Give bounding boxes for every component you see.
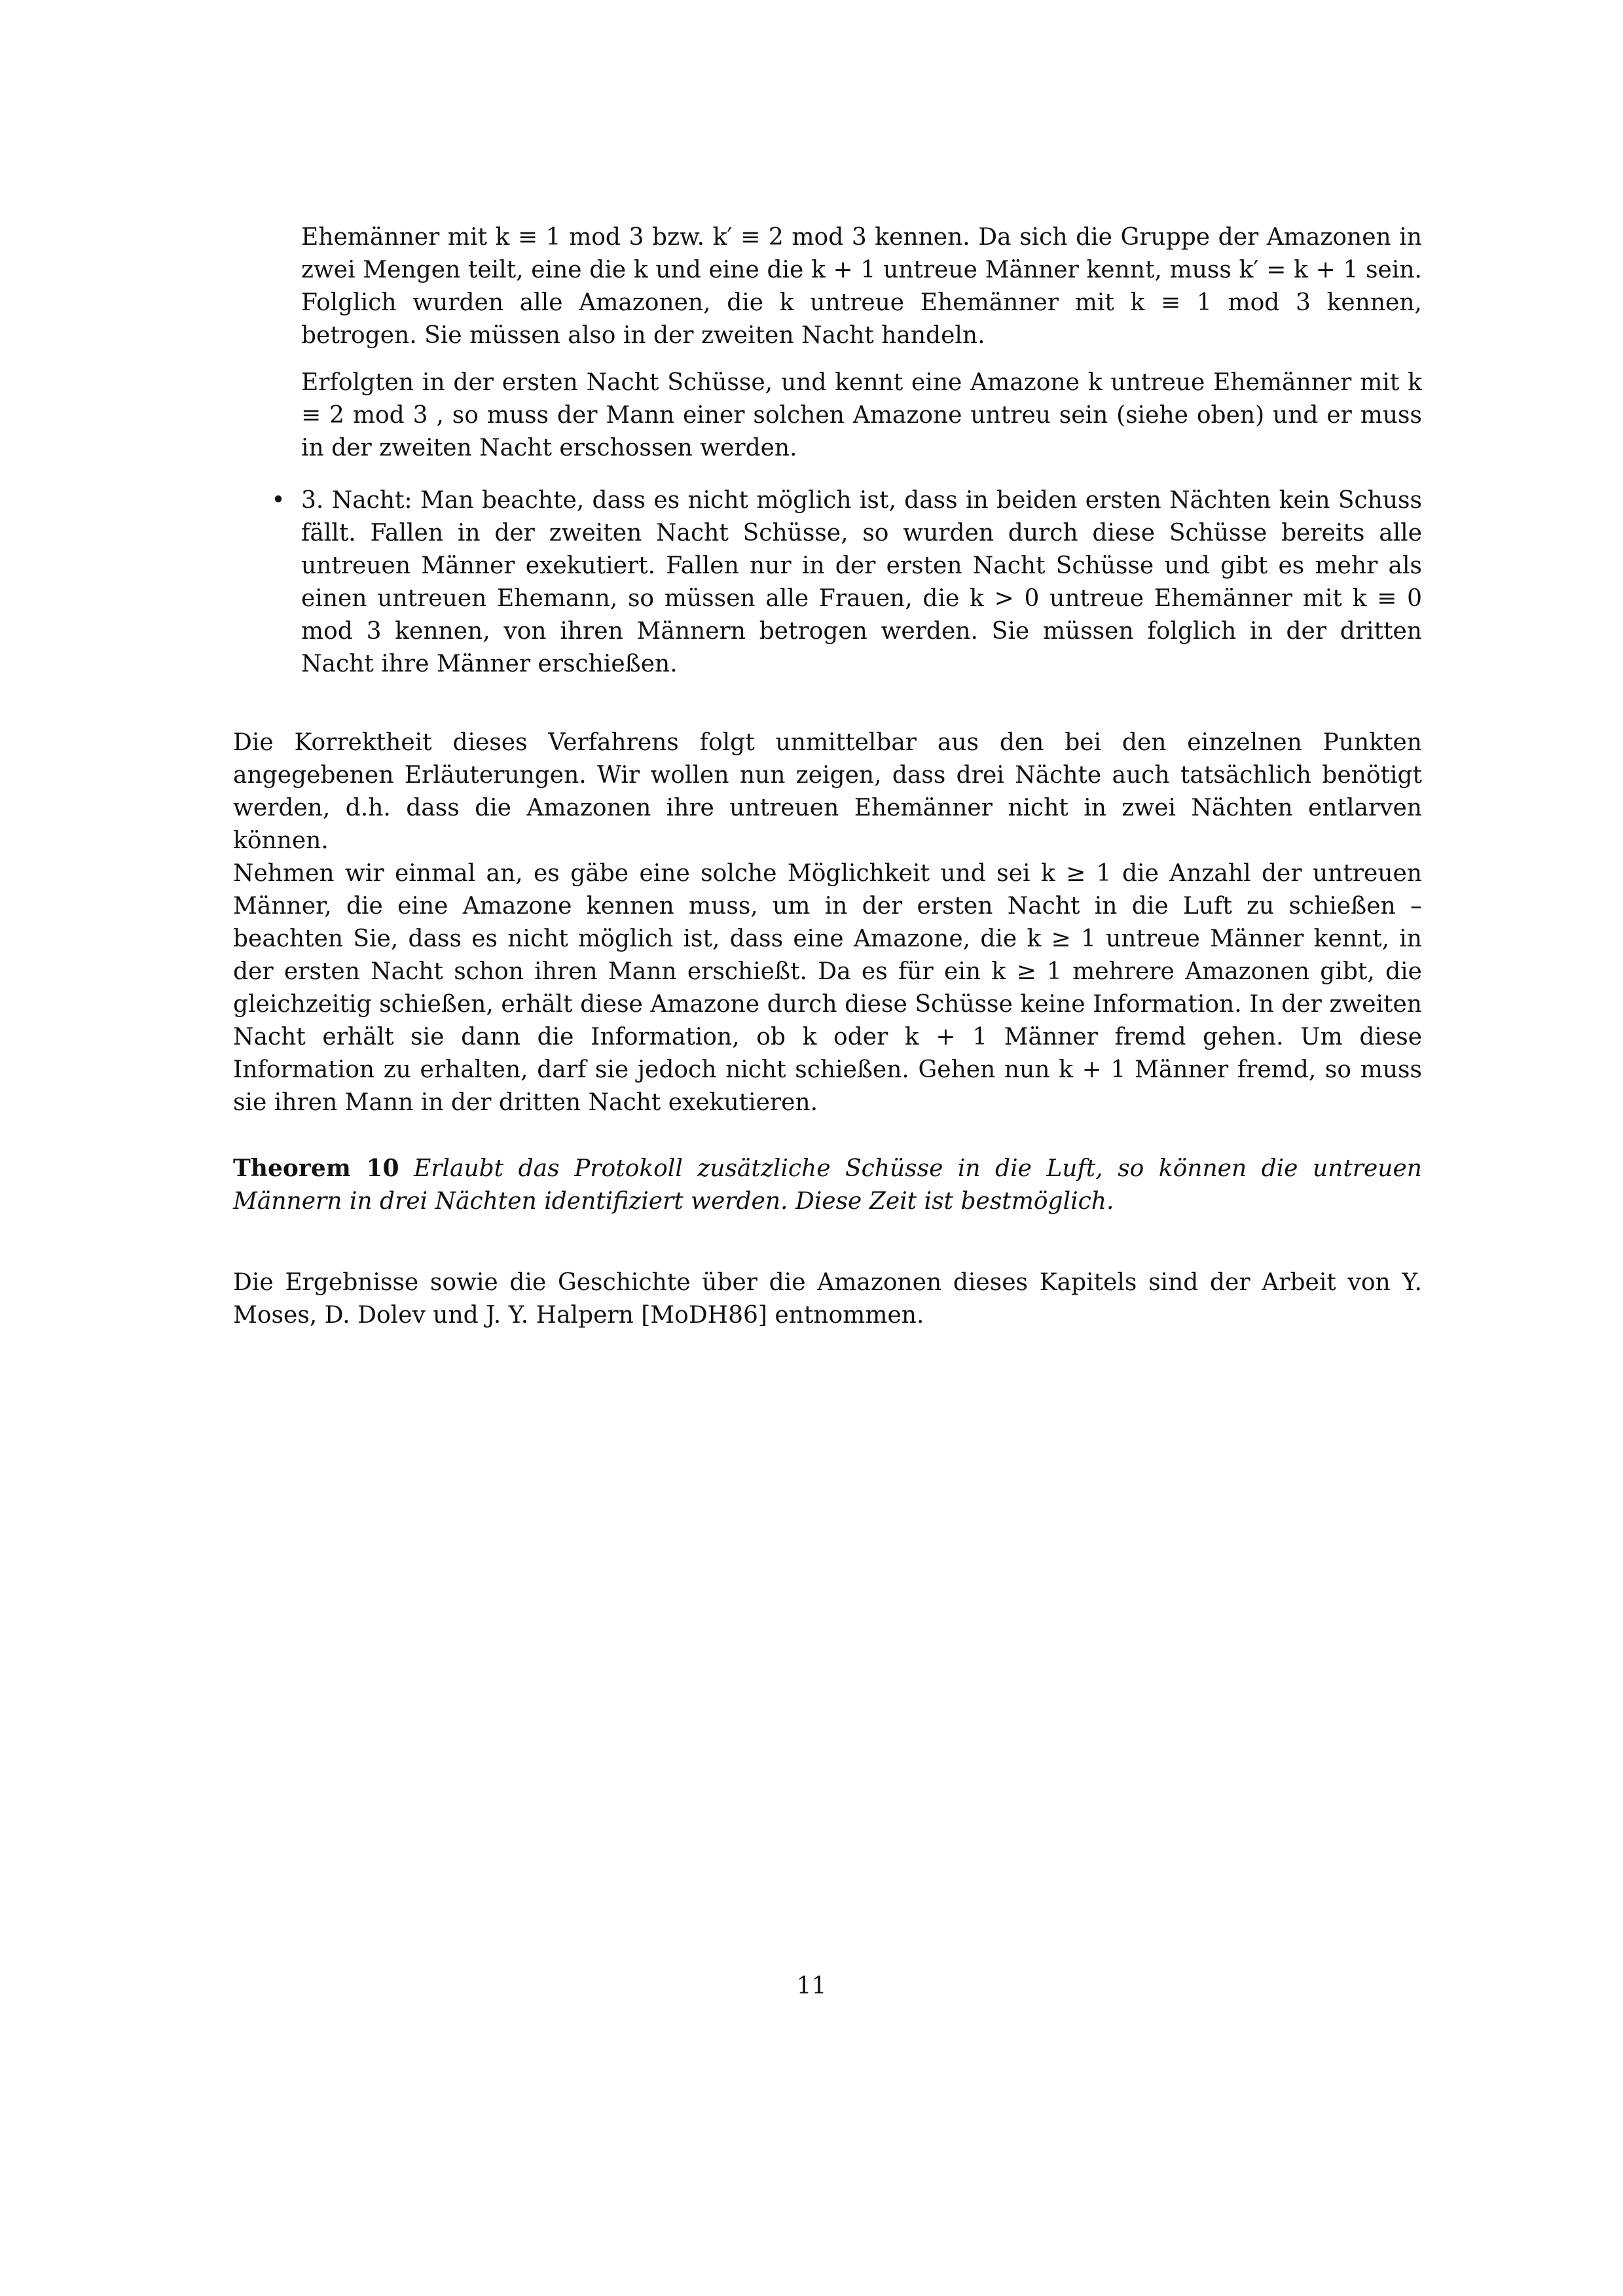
body-paragraph: Die Korrektheit dieses Verfahrens folgt unmittelbar aus den bei den einzelnen Punkten angegebenen Erläuterungen. Wir wollen nun zeigen, dass drei Nächte auch tatsächlich benötigt werden, d.h. dass die Amazonen ihre untreuen Ehemänner nicht in zwei Nächten entlarven können. [233,729,1422,854]
page-number: 11 [796,1973,827,2000]
continuation-paragraph: Erfolgten in der ersten Nacht Schüsse, und kennt eine Amazone k untreue Ehemänner mit k ≡ 2 mod 3 , so muss der Mann einer solchen Amazone untreu sein (siehe oben) und er muss in der zweiten Nacht erschossen werden. [301,369,1422,461]
source-paragraph: Die Ergebnisse sowie die Geschichte über die Amazonen dieses Kapitels sind der Arbeit von Y. Moses, D. Dolev und J. Y. Halpern [MoDH86] entnommen. [233,1269,1422,1329]
continuation-paragraph: Ehemänner mit k ≡ 1 mod 3 bzw. k′ ≡ 2 mod 3 kennen. Da sich die Gruppe der Amazonen in zwei Mengen teilt, eine die k und eine die k + 1 untreue Männer kennt, muss k′ = k + 1 sein. Folglich wurden alle Amazonen, die k untreue Ehemänner mit k ≡ 1 mod 3 kennen, betrogen. Sie müssen also in der zweiten Nacht handeln. [301,224,1422,349]
theorem-block [233,1152,1422,1218]
body-paragraph: Nehmen wir einmal an, es gäbe eine solche Möglichkeit und sei k ≥ 1 die Anzahl der untreuen Männer, die eine Amazone kennen muss, um in der ersten Nacht in die Luft zu schießen – beachten Sie, dass es nicht möglich ist, dass eine Amazone, die k ≥ 1 untreue Männer kennt, in der ersten Nacht schon ihren Mann erschießt. Da es für ein k ≥ 1 mehrere Amazonen gibt, die gleichzeitig schießen, erhält diese Amazone durch diese Schüsse keine Information. In der zweiten Nacht erhält sie dann die Information, ob k oder k + 1 Männer fremd gehen. Um diese Information zu erhalten, darf sie jedoch nicht schießen. Gehen nun k + 1 Männer fremd, so muss sie ihren Mann in der dritten Nacht exekutieren. [233,860,1422,1116]
theorem-label: Theorem 10 [233,1155,399,1182]
bullet-marker: • [271,487,285,514]
bullet-continuation [301,221,1422,479]
bullet-item-third-night: 3. Nacht: Man beachte, dass es nicht möglich ist, dass in beiden ersten Nächten kein Schuss fällt. Fallen in der zweiten Nacht Schüsse, so wurden durch diese Schüsse bereits alle untreuen Männer exekutiert. Fallen nur in der ersten Nacht Schüsse und gibt es mehr als einen untreuen Ehemann, so müssen alle Frauen, die k > 0 untreue Ehemänner mit k ≡ 0 mod 3 kennen, von ihren Männern betrogen werden. Sie müssen folglich in der dritten Nacht ihre Männer erschießen. [301,487,1422,677]
theorem-text: Erlaubt das Protokoll zusätzliche Schüsse in die Luft, so können die untreuen Männern in drei Nächten identifiziert werden. Diese Zeit ist bestmöglich. [233,1155,1422,1215]
